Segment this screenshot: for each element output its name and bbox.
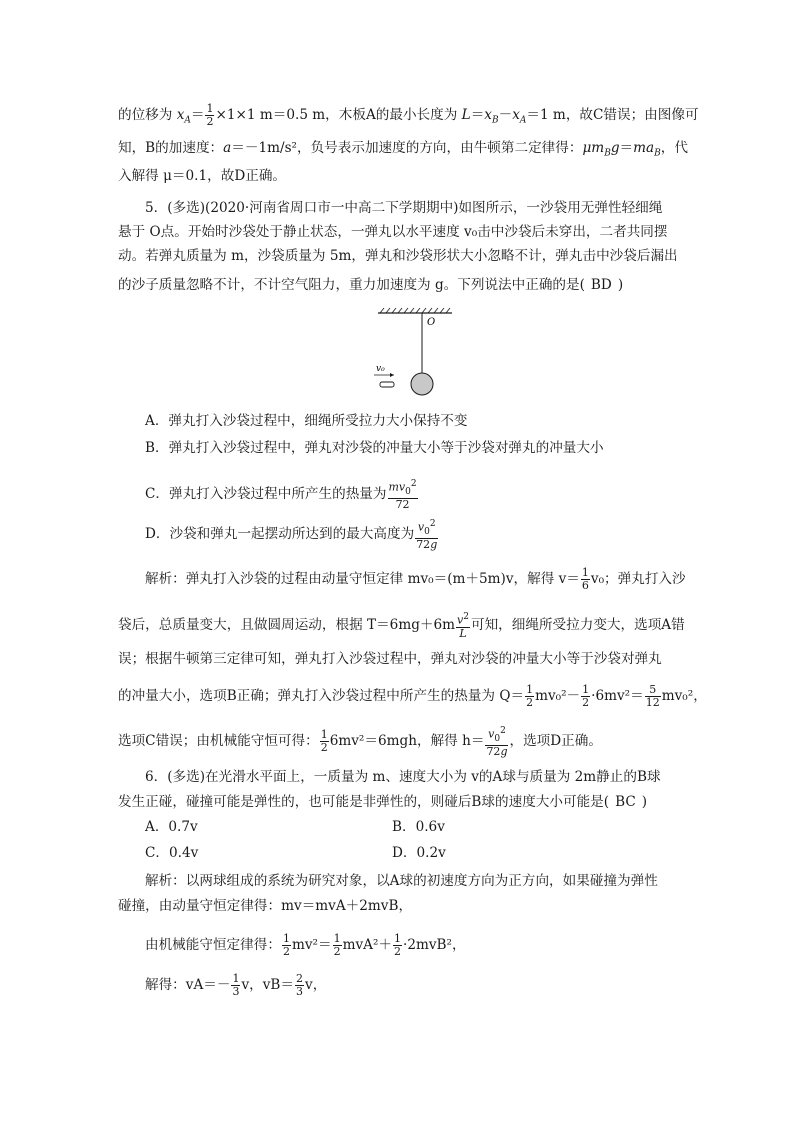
q6-solution-line3 (145, 933, 466, 958)
fraction: $\frac{1}{2}$ (282, 932, 290, 958)
q5-solution-line3: 误；根据牛顿第三定律可知，弹丸打入沙袋过程中，弹丸对沙袋的冲量大小等于沙袋对弹丸 (118, 651, 662, 667)
text: ，代 (660, 140, 688, 156)
fraction: $\frac{1}{2}$ (394, 932, 401, 958)
q6-solution-line1: 解析：以两球组成的系统为研究对象，以A球的初速度方向为正方向，如果碰撞为弹性 (145, 873, 658, 889)
fraction: $\frac{1}{3}$ (232, 972, 240, 998)
text: ·6mv²＝ (591, 688, 644, 704)
q6-option-a: A．0.7v (145, 819, 198, 835)
q5-solution-line4 (118, 684, 707, 709)
fraction: $\frac{1}{2}$ (320, 727, 328, 754)
text: 知，B的加速度： (118, 140, 224, 156)
text: C．弹丸打入沙袋过程中所产生的热量为 (145, 485, 387, 502)
text: mv₀²－ (535, 688, 581, 704)
q5-option-c (145, 478, 419, 511)
text: mv²＝ (291, 937, 332, 953)
q6-option-c: C．0.4v (145, 845, 199, 861)
fraction: $\frac{1}{2}$ (333, 932, 341, 958)
text: 6mv²＝6mgh，解得 h＝ (329, 732, 485, 749)
text: 的位移为 (118, 107, 177, 123)
q6-option-b: B．0.6v (392, 819, 445, 835)
q5-line1: 5．(多选)(2020·河南省周口市一中高二下学期期中)如图所示，一沙袋用无弹性轻细绳 (145, 200, 663, 216)
pivot-label: O (427, 317, 436, 328)
q5-line3: 动。若弹丸质量为 m，沙袋质量为 5m，弹丸和沙袋形状大小忽略不计，弹丸击中沙袋后漏出 (118, 248, 678, 264)
para1-line1: 的位移为 $x_A=$ $\frac{1}{2}$ ×1×1 m＝0.5 m，木板A的最小长度为 $L=x_B-x_A=1$ m，故C错误；由图像可 (118, 102, 699, 128)
text: 袋后，总质量变大，且做圆周运动，根据 T＝6mg＋6m (118, 616, 456, 633)
fraction: $\frac{5}{12}$ (645, 683, 660, 709)
velocity-label: v₀ (376, 364, 385, 374)
text: ，选项D正确。 (509, 732, 602, 749)
q5-solution-line2 (118, 611, 685, 640)
text: 解析：弹丸打入沙袋的过程由动量守恒定律 mv₀＝(m＋5m)v，解得 v＝ (145, 571, 580, 587)
text: mvA²＋ (342, 937, 392, 953)
text: ×1×1 m＝0.5 m，木板A的最小长度为 (215, 107, 462, 123)
q6-line1: 6．(多选)在光滑水平面上，一质量为 m、速度大小为 v的A球与质量为 2m静止的B球 (145, 769, 661, 785)
q6-solution-line4 (145, 973, 326, 998)
answer-q6: BC (615, 794, 636, 810)
text: D．沙袋和弹丸一起摆动所达到的最大高度为 (145, 525, 415, 542)
text: v₀；弹丸打入沙 (590, 571, 686, 587)
text: 解得：vA＝－ (145, 977, 231, 993)
text: 可知，细绳所受拉力变大，选项A错 (471, 616, 685, 633)
para1-line2: 知，B的加速度：a＝－1m/s²，负号表示加速度的方向，由牛顿第二定律得：$\mu m_Bg=ma_B$，代 (118, 140, 688, 159)
text: ·2mvB²， (403, 937, 466, 953)
text: 的沙子质量忽略不计，不计空气阻力，重力加速度为 g。下列说法中正确的是( (118, 277, 585, 293)
fraction: $\frac{v_0^2}{72g}$ (416, 519, 438, 551)
fraction: $\frac{mv_0^2}{72}$ (388, 479, 417, 511)
q6-solution-line2: 碰撞，由动量守恒定律得：mv＝mvA＋2mvB， (118, 898, 413, 914)
text: ＝1 m，故C错误；由图像可 (526, 107, 699, 123)
fraction: $\frac{1}{6}$ (581, 566, 589, 592)
text: v，vB＝ (241, 977, 295, 993)
q6-option-d: D．0.2v (392, 845, 446, 861)
para1-line3: 入解得 μ＝0.1，故D正确。 (118, 168, 287, 184)
text: 由机械能守恒定律得： (145, 937, 281, 953)
q5-solution-line1 (145, 567, 686, 592)
text: ) (641, 794, 648, 810)
text: mv₀²， (661, 688, 707, 704)
fraction: $\frac{v_0^2}{72g}$ (486, 726, 508, 758)
q5-line4 (118, 275, 623, 295)
fraction: $\frac{1}{2}$ (582, 683, 590, 709)
q5-solution-line5 (118, 725, 602, 758)
fraction: $\frac{2}{3}$ (296, 972, 304, 998)
q5-option-d (145, 518, 439, 551)
fraction: $\frac{v^2}{L}$ (457, 612, 469, 640)
answer-q5: BD (590, 277, 612, 293)
q6-line2 (118, 792, 647, 812)
q5-line2: 悬于 O点。开始时沙袋处于静止状态，一弹丸以水平速度 v₀击中沙袋后未穿出，二者共同摆 (118, 224, 668, 240)
text: ) (617, 277, 624, 293)
q5-option-a: A．弹丸打入沙袋过程中，细绳所受拉力大小保持不变 (145, 413, 468, 429)
text: 发生正碰，碰撞可能是弹性的，也可能是非弹性的，则碰后B球的速度大小可能是( (118, 794, 610, 810)
fraction: $\frac{1}{2}$ (206, 102, 214, 128)
fraction: $\frac{1}{2}$ (526, 683, 534, 709)
q5-option-b: B．弹丸打入沙袋过程中，弹丸对沙袋的冲量大小等于沙袋对弹丸的冲量大小 (145, 440, 604, 456)
text: 的冲量大小，选项B正确；弹丸打入沙袋过程中所产生的热量为 Q＝ (118, 688, 525, 704)
text: v， (305, 977, 327, 993)
text: 选项C错误；由机械能守恒可得： (118, 732, 319, 749)
pendulum-figure (370, 305, 460, 400)
text: ＝－1m/s²，负号表示加速度的方向，由牛顿第二定律得： (231, 140, 583, 156)
